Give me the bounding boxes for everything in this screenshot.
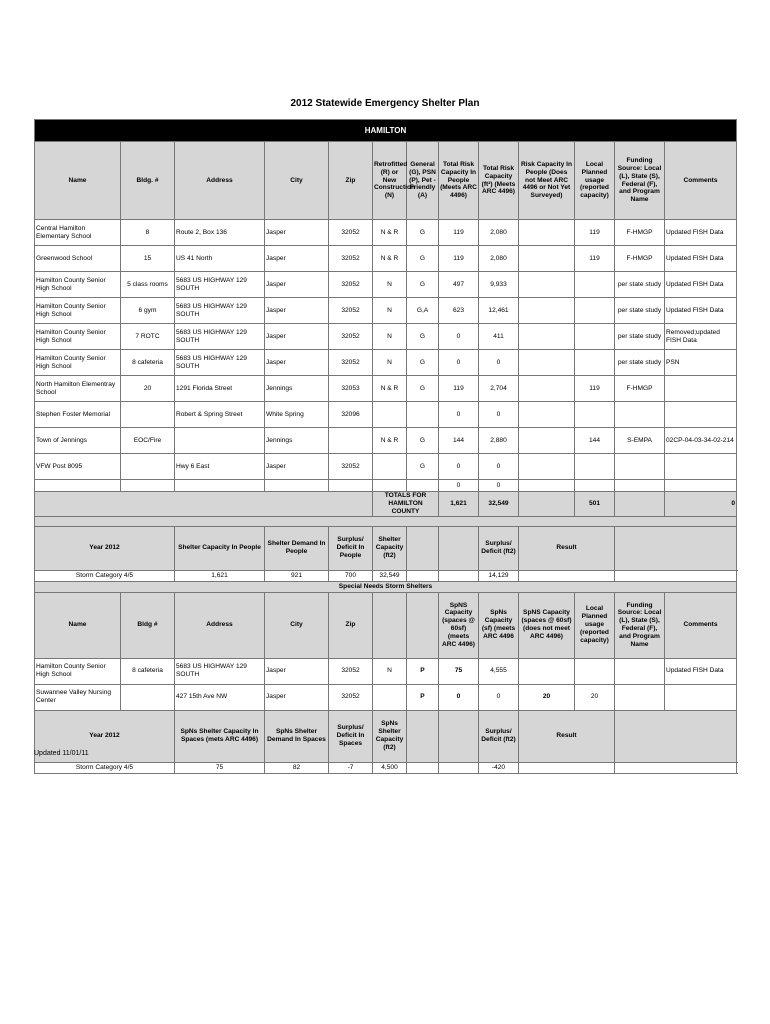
header-cell: Risk Capacity In People (Does not Meet ARC 4496 or Not Yet Surveyed) (519, 142, 575, 220)
table-cell: G,A (407, 298, 439, 324)
header-cell: Result (519, 526, 615, 570)
table-cell: 5683 US HIGHWAY 129 SOUTH (175, 350, 265, 376)
table-cell: Jennings (265, 376, 329, 402)
table-cell: 497 (439, 272, 479, 298)
table-cell: P (407, 684, 439, 710)
header-cell: Comments (665, 592, 737, 658)
table-cell: 8 (121, 220, 175, 246)
table-cell: Hamilton County Senior High School (35, 324, 121, 350)
table-row (35, 428, 737, 454)
table-cell (121, 480, 175, 492)
table-cell: 32052 (329, 454, 373, 480)
table-cell: 32052 (329, 272, 373, 298)
table-cell (575, 272, 615, 298)
header-cell: Surplus/ Deficit (ft2) (479, 710, 519, 762)
table-cell: 32052 (329, 324, 373, 350)
table-cell (519, 324, 575, 350)
table-cell (615, 684, 665, 710)
table-cell: Hamilton County Senior High School (35, 272, 121, 298)
table-cell: Updated FISH Data (665, 220, 737, 246)
header-cell: General (G), PSN (P), Pet - Friendly (A) (407, 142, 439, 220)
table-cell: per state study (615, 324, 665, 350)
table-cell: Jasper (265, 658, 329, 684)
table-cell: 1,621 (439, 492, 479, 517)
table-cell: 0 (665, 492, 737, 517)
header-cell: Result (519, 710, 615, 762)
header-cell: Funding Source: Local (L), State (S), Federal (F), and Program Name (615, 142, 665, 220)
table-cell (519, 480, 575, 492)
table-cell: 14,129 (479, 570, 519, 581)
header-cell (615, 526, 737, 570)
table-cell: 119 (575, 376, 615, 402)
table-cell (439, 762, 479, 773)
table-cell (575, 454, 615, 480)
table-cell: N (373, 272, 407, 298)
table-cell: per state study (615, 350, 665, 376)
table-cell: Updated FISH Data (665, 298, 737, 324)
table-cell: 700 (329, 570, 373, 581)
table-cell (121, 684, 175, 710)
summary-header-row (35, 710, 737, 762)
table-cell: 32052 (329, 246, 373, 272)
table-cell: 921 (265, 570, 329, 581)
table-cell: N & R (373, 428, 407, 454)
table-cell: Storm Category 4/5 (35, 762, 175, 773)
table-cell: 5683 US HIGHWAY 129 SOUTH (175, 298, 265, 324)
table-cell (519, 246, 575, 272)
table-cell: 32,549 (479, 492, 519, 517)
table-cell: 1,621 (175, 570, 265, 581)
table-cell: 0 (439, 684, 479, 710)
table-cell: Jasper (265, 246, 329, 272)
table-cell: 0 (439, 402, 479, 428)
table-row (35, 658, 737, 684)
table-cell (615, 402, 665, 428)
table-row (35, 454, 737, 480)
table-cell: Jasper (265, 220, 329, 246)
header-cell: SpNs Shelter Capacity In Spaces (mets ARC 4496) (175, 710, 265, 762)
header-cell: Shelter Capacity (ft2) (373, 526, 407, 570)
header-cell: SpNs Shelter Capacity (ft2) (373, 710, 407, 762)
table-cell: Stephen Foster Memorial (35, 402, 121, 428)
header-cell (407, 710, 439, 762)
header-row (35, 592, 737, 658)
table-cell: -420 (479, 762, 519, 773)
table-row (35, 480, 737, 492)
table-cell: VFW Post 8095 (35, 454, 121, 480)
header-cell: Surplus/ Deficit In Spaces (329, 710, 373, 762)
table-cell: 32,549 (373, 570, 407, 581)
table-cell (35, 480, 121, 492)
table-cell: 5 class rooms (121, 272, 175, 298)
table-cell: F-HMGP (615, 246, 665, 272)
table-cell: G (407, 324, 439, 350)
table-cell (575, 350, 615, 376)
table-cell: N & R (373, 220, 407, 246)
table-cell: 2,704 (479, 376, 519, 402)
table-cell: 623 (439, 298, 479, 324)
table-cell: Hamilton County Senior High School (35, 298, 121, 324)
header-cell: Local Planned usage (reported capacity) (575, 142, 615, 220)
table-cell: Jasper (265, 684, 329, 710)
table-cell (575, 298, 615, 324)
table-cell: 144 (575, 428, 615, 454)
table-cell: N & R (373, 246, 407, 272)
table-cell: 0 (479, 454, 519, 480)
table-cell: 2,880 (479, 428, 519, 454)
summary-header-row (35, 526, 737, 570)
table-cell: 2,080 (479, 246, 519, 272)
header-cell (439, 710, 479, 762)
table-cell: Greenwood School (35, 246, 121, 272)
table-cell: G (407, 376, 439, 402)
table-cell: Hamilton County Senior High School (35, 350, 121, 376)
table-cell: White Spring (265, 402, 329, 428)
table-cell (407, 402, 439, 428)
table-cell: Hwy 6 East (175, 454, 265, 480)
table-cell: 1291 Florida Street (175, 376, 265, 402)
table-cell: 32053 (329, 376, 373, 402)
header-cell: Name (35, 142, 121, 220)
table-row (35, 684, 737, 710)
table-cell: 0 (479, 480, 519, 492)
table-cell (373, 402, 407, 428)
table-row (35, 246, 737, 272)
header-cell: Zip (329, 142, 373, 220)
header-cell (407, 592, 439, 658)
header-cell: Surplus/ Deficit In People (329, 526, 373, 570)
header-cell: Bldg. # (121, 142, 175, 220)
table-cell (407, 480, 439, 492)
table-cell (575, 480, 615, 492)
table-row (35, 376, 737, 402)
table-cell: Updated FISH Data (665, 658, 737, 684)
table-cell: 20 (121, 376, 175, 402)
table-cell: 119 (575, 220, 615, 246)
header-cell: SpNs Shelter Demand In Spaces (265, 710, 329, 762)
table-cell (615, 454, 665, 480)
table-cell (615, 658, 665, 684)
table-cell (615, 492, 665, 517)
table-cell: N & R (373, 376, 407, 402)
table-cell: 427 15th Ave NW (175, 684, 265, 710)
table-cell (519, 658, 575, 684)
header-cell: Surplus/ Deficit (ft2) (479, 526, 519, 570)
table-cell: EOC/Fire (121, 428, 175, 454)
table-cell: Jasper (265, 350, 329, 376)
table-cell: Jennings (265, 428, 329, 454)
header-cell: Zip (329, 592, 373, 658)
table-cell (615, 570, 737, 581)
header-cell (373, 592, 407, 658)
table-cell (519, 350, 575, 376)
table-cell: N (373, 658, 407, 684)
table-cell (175, 480, 265, 492)
table-cell: 119 (439, 246, 479, 272)
table-cell: Jasper (265, 298, 329, 324)
table-cell: N (373, 324, 407, 350)
table-cell (519, 428, 575, 454)
table-cell: North Hamilton Elementray School (35, 376, 121, 402)
table-cell (373, 454, 407, 480)
table-cell (665, 376, 737, 402)
table-cell: P (407, 658, 439, 684)
table-cell: Jasper (265, 324, 329, 350)
section-title (35, 581, 737, 592)
table-cell (519, 272, 575, 298)
totals-row (35, 492, 737, 517)
table-cell: 4,555 (479, 658, 519, 684)
table-cell: Town of Jennings (35, 428, 121, 454)
table-cell (665, 684, 737, 710)
table-cell (329, 428, 373, 454)
table-cell (519, 570, 615, 581)
table-cell: 75 (439, 658, 479, 684)
header-cell: Total Risk Capacity In People (Meets ARC 4496) (439, 142, 479, 220)
table-cell: 02CP-04-03-34-02-214 (665, 428, 737, 454)
table-cell: 119 (575, 246, 615, 272)
table-cell: 75 (175, 762, 265, 773)
table-cell: 6 gym (121, 298, 175, 324)
table-cell: Jasper (265, 454, 329, 480)
table-cell: 8 cafeteria (121, 658, 175, 684)
table-row (35, 350, 737, 376)
table-cell: -7 (329, 762, 373, 773)
table-cell (121, 454, 175, 480)
table-row (35, 402, 737, 428)
table-cell: Hamilton County Senior High School (35, 658, 121, 684)
table-cell (175, 428, 265, 454)
table-row (35, 324, 737, 350)
table-cell (439, 570, 479, 581)
header-cell: Year 2012 (35, 710, 175, 762)
table-cell (121, 402, 175, 428)
header-row (35, 142, 737, 220)
table-cell (519, 220, 575, 246)
header-cell: Name (35, 592, 121, 658)
header-cell: Bldg # (121, 592, 175, 658)
header-cell: Shelter Demand In People (265, 526, 329, 570)
header-cell (615, 710, 737, 762)
shelter-table (34, 119, 737, 774)
table-cell (519, 402, 575, 428)
table-cell: Updated FISH Data (665, 272, 737, 298)
table-row (35, 220, 737, 246)
table-cell: 0 (439, 454, 479, 480)
header-cell (439, 526, 479, 570)
table-row (35, 272, 737, 298)
table-cell: G (407, 246, 439, 272)
table-cell: 119 (439, 376, 479, 402)
table-cell: G (407, 428, 439, 454)
table-cell: G (407, 220, 439, 246)
header-cell: Year 2012 (35, 526, 175, 570)
table-cell (665, 402, 737, 428)
header-cell: City (265, 592, 329, 658)
table-cell: G (407, 454, 439, 480)
table-cell: Storm Category 4/5 (35, 570, 175, 581)
table-cell: 501 (575, 492, 615, 517)
table-cell (519, 492, 575, 517)
table-cell (407, 762, 439, 773)
table-cell (519, 454, 575, 480)
table-cell: 7 ROTC (121, 324, 175, 350)
table-cell: 32052 (329, 350, 373, 376)
table-cell: 20 (575, 684, 615, 710)
table-cell: 32052 (329, 298, 373, 324)
table-cell (519, 376, 575, 402)
header-cell: Comments (665, 142, 737, 220)
updated-note: Updated 11/01/11 (34, 750, 89, 757)
table-cell: Route 2, Box 136 (175, 220, 265, 246)
table-cell: Robert & Spring Street (175, 402, 265, 428)
spacer-row (35, 516, 737, 526)
page-title: 2012 Statewide Emergency Shelter Plan (290, 98, 480, 109)
table-cell: 5683 US HIGHWAY 129 SOUTH (175, 272, 265, 298)
summary-row (35, 570, 737, 581)
table-cell: 5683 US HIGHWAY 129 SOUTH (175, 658, 265, 684)
table-cell: 32052 (329, 220, 373, 246)
table-cell: 9,933 (479, 272, 519, 298)
table-cell: G (407, 272, 439, 298)
table-cell (665, 454, 737, 480)
table-cell (615, 480, 665, 492)
table-cell: 0 (479, 402, 519, 428)
table-cell (575, 402, 615, 428)
table-cell: 32096 (329, 402, 373, 428)
table-cell: N (373, 298, 407, 324)
table-cell: 15 (121, 246, 175, 272)
header-cell: City (265, 142, 329, 220)
table-cell: F-HMGP (615, 376, 665, 402)
table-cell (519, 298, 575, 324)
table-cell: 411 (479, 324, 519, 350)
header-cell: SpNS Capacity (spaces @ 60sf) (meets ARC 4496) (439, 592, 479, 658)
table-cell: 12,461 (479, 298, 519, 324)
table-cell (373, 480, 407, 492)
table-cell: 20 (519, 684, 575, 710)
table-cell: 119 (439, 220, 479, 246)
table-cell: per state study (615, 272, 665, 298)
header-cell: Funding Source: Local (L), State (S), Federal (F), and Program Name (615, 592, 665, 658)
table-cell (329, 480, 373, 492)
table-cell: N (373, 350, 407, 376)
header-cell: Retrofitted (R) or New Construction (N) (373, 142, 407, 220)
table-cell (575, 324, 615, 350)
header-cell: Address (175, 592, 265, 658)
county-banner: HAMILTON (35, 120, 737, 142)
table-cell: US 41 North (175, 246, 265, 272)
header-cell: Shelter Capacity In People (175, 526, 265, 570)
table-cell: F-HMGP (615, 220, 665, 246)
table-cell (407, 570, 439, 581)
table-cell: 32052 (329, 658, 373, 684)
table-cell: 0 (439, 480, 479, 492)
table-cell: G (407, 350, 439, 376)
table-cell: 82 (265, 762, 329, 773)
table-cell: per state study (615, 298, 665, 324)
table-cell: 0 (439, 350, 479, 376)
table-cell: 0 (479, 350, 519, 376)
table-cell (35, 492, 373, 517)
table-cell: 32052 (329, 684, 373, 710)
table-cell: TOTALS FOR HAMILTON COUNTY (373, 492, 439, 517)
table-cell: Jasper (265, 272, 329, 298)
header-cell: SpNS Capacity (spaces @ 60sf) (does not meet ARC 4496) (519, 592, 575, 658)
table-cell (665, 480, 737, 492)
header-cell: Total Risk Capacity (ft²) (Meets ARC 4496) (479, 142, 519, 220)
table-row (35, 298, 737, 324)
table-cell: Special Needs Storm Shelters (35, 581, 737, 592)
table-cell: PSN (665, 350, 737, 376)
table-cell: 0 (439, 324, 479, 350)
table-cell (35, 516, 737, 526)
summary-row (35, 762, 737, 773)
header-cell (407, 526, 439, 570)
table-cell (519, 762, 615, 773)
header-cell: Local Planned usage (reported capacity) (575, 592, 615, 658)
table-cell (265, 480, 329, 492)
table-cell: Updated FISH Data (665, 246, 737, 272)
table-cell: 8 cafeteria (121, 350, 175, 376)
table-cell (615, 762, 737, 773)
table-cell: 5683 US HIGHWAY 129 SOUTH (175, 324, 265, 350)
table-cell: 144 (439, 428, 479, 454)
table-cell: S-EMPA (615, 428, 665, 454)
table-cell: 0 (479, 684, 519, 710)
table-cell (373, 684, 407, 710)
table-cell: 4,500 (373, 762, 407, 773)
table-cell: Suwannee Valley Nursing Center (35, 684, 121, 710)
table-cell: 2,080 (479, 220, 519, 246)
table-cell (575, 658, 615, 684)
header-cell: Address (175, 142, 265, 220)
table-cell: Central Hamilton Elementary School (35, 220, 121, 246)
header-cell: SpNs Capacity (sf) (meets ARC 4496 (479, 592, 519, 658)
table-cell: Removed;updated FISH Data (665, 324, 737, 350)
